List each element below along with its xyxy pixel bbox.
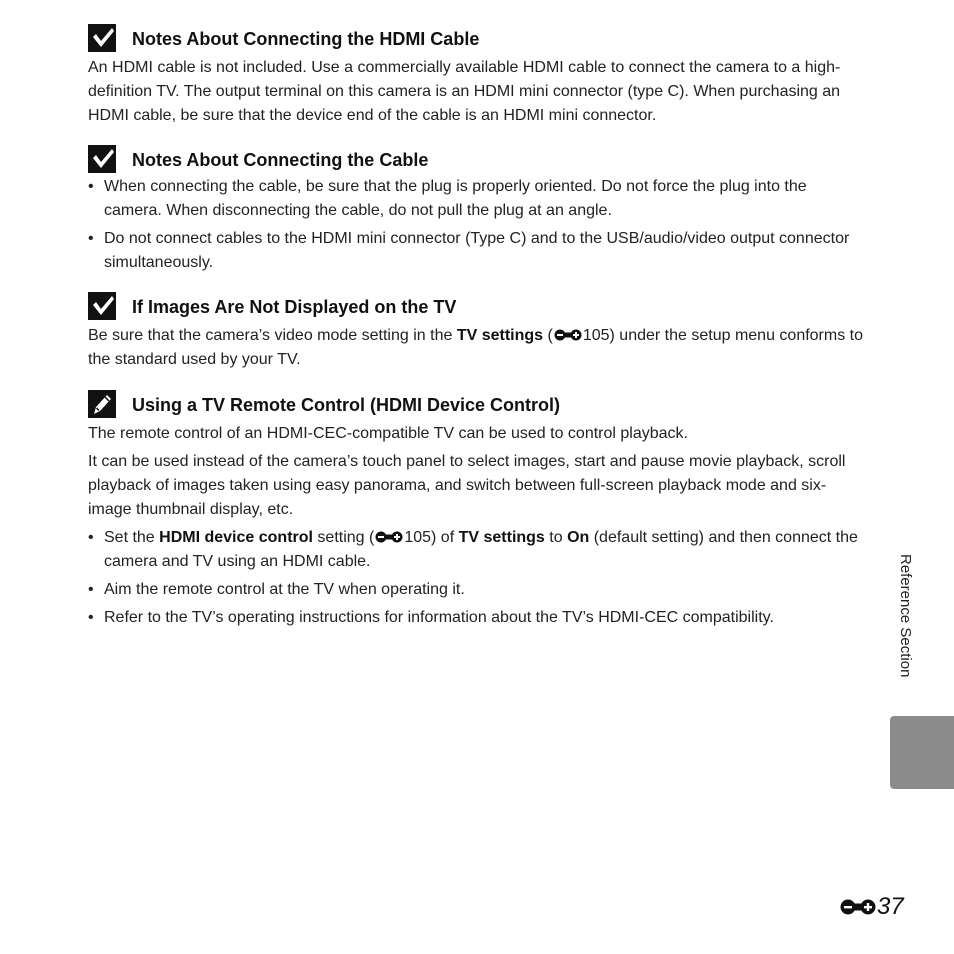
reference-section-icon: [554, 329, 582, 341]
side-section-label: Reference Section: [897, 554, 914, 678]
section-title: Using a TV Remote Control (HDMI Device Control): [132, 395, 561, 415]
section-heading: [88, 292, 868, 320]
pencil-note-icon: [88, 390, 116, 418]
check-note-icon: [88, 145, 116, 173]
check-note-icon: [88, 24, 116, 52]
check-note-icon: [88, 292, 116, 320]
reference-section-icon: [840, 899, 876, 915]
tv-settings-term: TV settings: [456, 327, 544, 344]
list-item: • Refer to the TV’s operating instructions for information about the TV’s HDMI-CEC compatibility.: [88, 606, 868, 630]
section-tv-remote-control: [88, 390, 868, 630]
bullet-list: [88, 526, 868, 630]
section-body: The remote control of an HDMI-CEC-compatible TV can be used to control playback.: [88, 425, 688, 442]
section-title: If Images Are Not Displayed on the TV: [132, 297, 457, 317]
page-number-value: 37: [877, 893, 904, 920]
bullet-list: [88, 175, 868, 275]
section-heading: [88, 24, 868, 52]
section-body: It can be used instead of the camera’s touch panel to select images, start and pause movie playback, scroll playback of images taken using easy panorama, and switch between full-screen playback mode and six-image thumbnail display, etc.: [88, 453, 846, 518]
section-heading: [88, 145, 868, 173]
section-tab: [890, 716, 954, 789]
list-item: • Do not connect cables to the HDMI mini connector (Type C) and to the USB/audio/video output connector simultaneously.: [88, 227, 868, 275]
reference-page: 105: [582, 327, 610, 344]
reference-section-icon: [375, 531, 403, 543]
section-title: Notes About Connecting the HDMI Cable: [132, 29, 480, 49]
section-hdmi-cable-notes: [88, 24, 868, 128]
list-item: • When connecting the cable, be sure that the plug is properly oriented. Do not force the plug into the camera. When disconnecting the cable, do not pull the plug at an angle.: [88, 175, 868, 223]
section-body: Be sure that the camera’s video mode setting in the TV settings ( 105) under the setup menu conforms to the standard used by your TV.: [88, 327, 863, 368]
section-heading: [88, 390, 868, 418]
page-number: [840, 892, 904, 922]
list-item: • Set the HDMI device control setting ( 105) of TV settings to On (default setting) and then connect the camera and TV using an HDMI cable.: [88, 526, 868, 574]
section-body: An HDMI cable is not included. Use a commercially available HDMI cable to connect the camera to a high-definition TV. The output terminal on this camera is an HDMI mini connector (type C). When purchasing an HDMI cable, be sure that the device end of the cable is an HDMI mini connector.: [88, 59, 841, 124]
section-images-not-displayed: [88, 292, 868, 372]
reference-page: 105: [404, 529, 432, 546]
list-item: • Aim the remote control at the TV when operating it.: [88, 578, 868, 602]
section-title: Notes About Connecting the Cable: [132, 150, 429, 170]
section-cable-notes: [88, 145, 868, 275]
